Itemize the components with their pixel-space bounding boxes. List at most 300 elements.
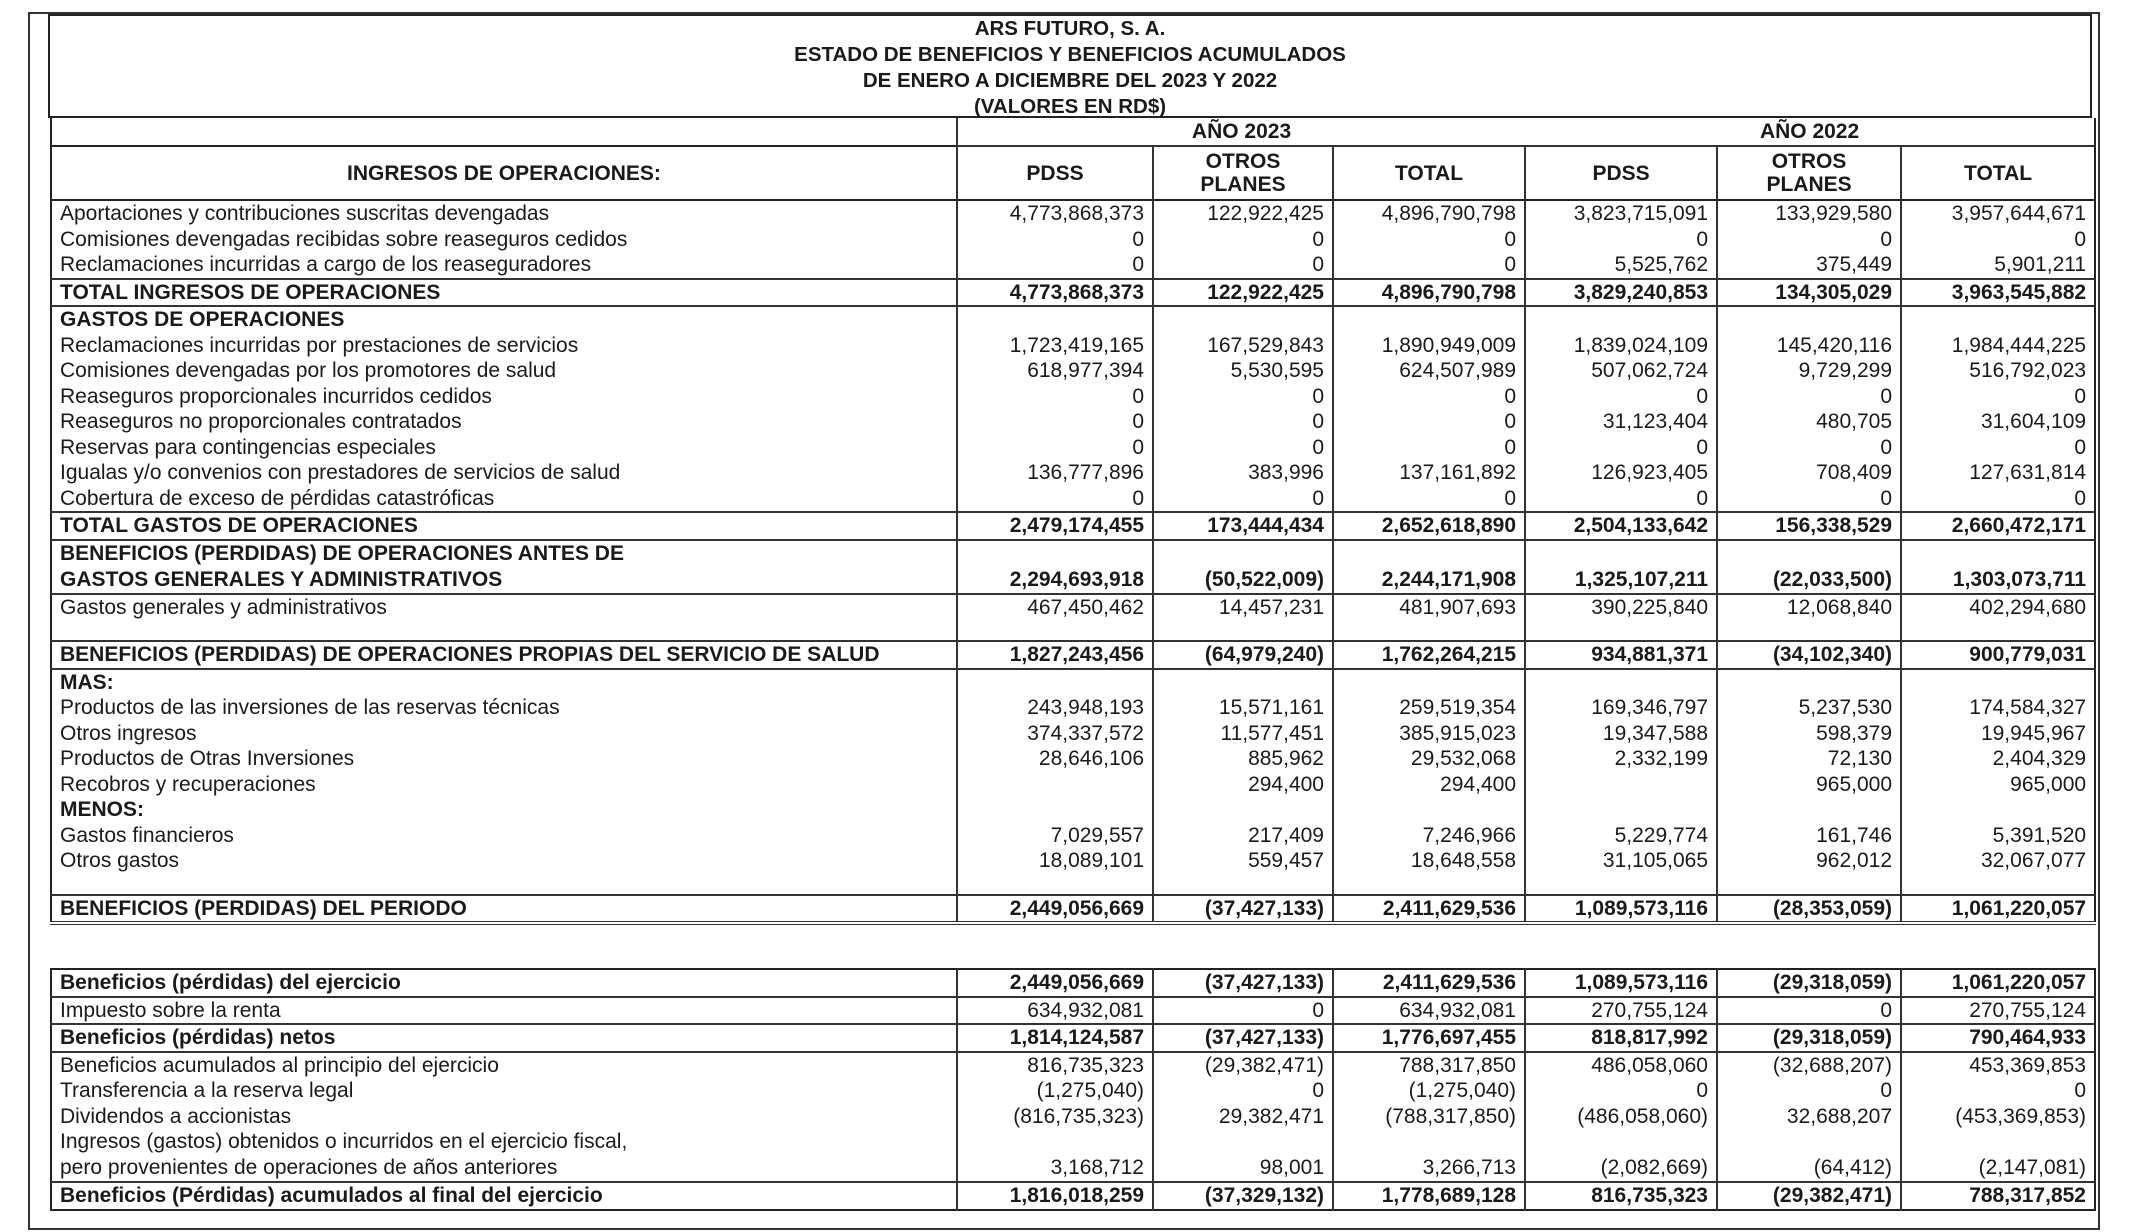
- value-cell: 374,337,572: [957, 721, 1153, 747]
- value-cell: [1333, 306, 1525, 333]
- row-label: Aportaciones y contribuciones suscritas devengadas: [51, 200, 957, 227]
- value-cell: 1,827,243,456: [957, 641, 1153, 669]
- statement-row: [51, 1104, 2095, 1130]
- value-cell: [1153, 306, 1333, 333]
- row-label: Otros ingresos: [60, 721, 197, 745]
- value-cell: 217,409: [1153, 823, 1333, 849]
- statement-row: [51, 641, 2095, 669]
- value-cell: 790,464,933: [1901, 1024, 2095, 1052]
- value-cell: 634,932,081: [957, 997, 1153, 1025]
- row-label: [51, 1129, 957, 1182]
- value-cell: 5,391,520: [1901, 823, 2095, 849]
- value-cell: (1,275,040): [957, 1078, 1153, 1104]
- value-cell: (788,317,850): [1333, 1104, 1525, 1130]
- value-cell: 18,648,558: [1333, 848, 1525, 874]
- statement-row: [51, 227, 2095, 253]
- value-cell: 29,382,471: [1153, 1104, 1333, 1130]
- value-cell: 0: [1333, 435, 1525, 461]
- value-cell: 2,652,618,890: [1333, 512, 1525, 540]
- row-label: Reaseguros no proporcionales contratados: [60, 410, 462, 433]
- value-cell: (37,427,133): [1153, 969, 1333, 997]
- statement-row: [51, 746, 2095, 772]
- row-label-line1: Ingresos (gastos) obtenidos o incurridos en el ejercicio fiscal,: [60, 1130, 628, 1153]
- value-cell: 383,996: [1153, 460, 1333, 486]
- value-cell: 2,404,329: [1901, 746, 2095, 772]
- spacer-cell: [1901, 874, 2095, 895]
- value-cell: 624,507,989: [1333, 358, 1525, 384]
- value-cell: 598,379: [1717, 721, 1901, 747]
- value-cell: 2,479,174,455: [957, 512, 1153, 540]
- value-cell: (29,382,471): [1153, 1052, 1333, 1079]
- value-cell: 3,266,713: [1333, 1129, 1525, 1182]
- value-cell: 965,000: [1901, 772, 2095, 798]
- value-cell: 0: [1153, 435, 1333, 461]
- value-cell: 375,449: [1717, 252, 1901, 279]
- spacer-cell: [1153, 620, 1333, 641]
- value-cell: 0: [1901, 384, 2095, 410]
- value-cell: 1,890,949,009: [1333, 333, 1525, 359]
- value-cell: [1525, 669, 1717, 696]
- statement-row: [51, 252, 2095, 279]
- value-cell: 31,105,065: [1525, 848, 1717, 874]
- value-cell: [1153, 797, 1333, 823]
- statement-row: [51, 512, 2095, 540]
- value-cell: 156,338,529: [1717, 512, 1901, 540]
- section-header-label: INGRESOS DE OPERACIONES:: [51, 146, 957, 200]
- value-cell: 2,332,199: [1525, 746, 1717, 772]
- value-cell: (64,412): [1717, 1129, 1901, 1182]
- spacer-cell: [51, 620, 957, 641]
- value-cell: 1,816,018,259: [957, 1182, 1153, 1210]
- value-cell: (2,147,081): [1901, 1129, 2095, 1182]
- value-cell: 134,305,029: [1717, 279, 1901, 307]
- year-2022-header: AÑO 2022: [1525, 118, 2095, 146]
- value-cell: [1901, 797, 2095, 823]
- col-otros-planes-2022: [1717, 146, 1901, 200]
- col-otros-line2: PLANES: [1200, 173, 1286, 196]
- col-pdss-2023: PDSS: [957, 146, 1153, 200]
- value-cell: 294,400: [1153, 772, 1333, 798]
- value-cell: (37,329,132): [1153, 1182, 1333, 1210]
- value-cell: (1,275,040): [1333, 1078, 1525, 1104]
- col-otros-line1: OTROS: [1771, 150, 1847, 173]
- value-cell: 2,411,629,536: [1333, 969, 1525, 997]
- value-cell: 122,922,425: [1153, 279, 1333, 307]
- accumulated-table: [50, 968, 2096, 1211]
- statement-row: [51, 997, 2095, 1025]
- value-cell: 0: [1901, 1078, 2095, 1104]
- value-cell: 1,814,124,587: [957, 1024, 1153, 1052]
- row-label: Transferencia a la reserva legal: [60, 1079, 354, 1102]
- value-cell: 0: [1717, 1078, 1901, 1104]
- col-pdss-2022: PDSS: [1525, 146, 1717, 200]
- row-label: Beneficios (pérdidas) netos: [51, 1024, 957, 1052]
- value-cell: 0: [1333, 384, 1525, 410]
- value-cell: 0: [1153, 227, 1333, 253]
- value-cell: 7,246,966: [1333, 823, 1525, 849]
- value-cell: 133,929,580: [1717, 200, 1901, 227]
- statement-row: [51, 306, 2095, 333]
- value-cell: 390,225,840: [1525, 594, 1717, 621]
- row-label-line1: BENEFICIOS (PERDIDAS) DE OPERACIONES ANTES DE: [60, 541, 624, 565]
- value-cell: 0: [957, 384, 1153, 410]
- value-cell: 0: [1153, 252, 1333, 279]
- value-cell: 2,449,056,669: [957, 895, 1153, 924]
- value-cell: 402,294,680: [1901, 594, 2095, 621]
- value-cell: 19,945,967: [1901, 721, 2095, 747]
- value-cell: 14,457,231: [1153, 594, 1333, 621]
- value-cell: 3,963,545,882: [1901, 279, 2095, 307]
- statement-row: [51, 772, 2095, 798]
- value-cell: 816,735,323: [957, 1052, 1153, 1079]
- value-cell: 145,420,116: [1717, 333, 1901, 359]
- value-cell: 294,400: [1333, 772, 1525, 798]
- value-cell: 1,776,697,455: [1333, 1024, 1525, 1052]
- value-cell: 5,237,530: [1717, 695, 1901, 721]
- statement-row: [51, 969, 2095, 997]
- value-cell: 0: [957, 252, 1153, 279]
- statement-row: [51, 797, 2095, 823]
- value-cell: (2,082,669): [1525, 1129, 1717, 1182]
- value-cell: (29,318,059): [1717, 1024, 1901, 1052]
- statement-row: [51, 1024, 2095, 1052]
- value-cell: 1,061,220,057: [1901, 969, 2095, 997]
- value-cell: 0: [1717, 227, 1901, 253]
- value-cell: 900,779,031: [1901, 641, 2095, 669]
- value-cell: 385,915,023: [1333, 721, 1525, 747]
- row-label: Recobros y recuperaciones: [60, 772, 316, 796]
- statement-row: [51, 721, 2095, 747]
- value-cell: 708,409: [1717, 460, 1901, 486]
- value-cell: 174,584,327: [1901, 695, 2095, 721]
- value-cell: 29,532,068: [1333, 746, 1525, 772]
- spacer-cell: [1717, 874, 1901, 895]
- value-cell: 4,773,868,373: [957, 279, 1153, 307]
- value-cell: 0: [1901, 227, 2095, 253]
- row-label: [51, 540, 957, 594]
- value-cell: 0: [957, 409, 1153, 435]
- company-name: ARS FUTURO, S. A.: [974, 17, 1166, 40]
- value-cell: [957, 306, 1153, 333]
- statement-row: [51, 1129, 2095, 1182]
- value-cell: 818,817,992: [1525, 1024, 1717, 1052]
- value-cell: 0: [1525, 435, 1717, 461]
- value-cell: 32,688,207: [1717, 1104, 1901, 1130]
- statement-row: [51, 409, 2095, 435]
- statement-row: [51, 435, 2095, 461]
- value-cell: 0: [1153, 1078, 1333, 1104]
- row-label: Reaseguros proporcionales incurridos cedidos: [60, 384, 492, 408]
- statement-row: [51, 279, 2095, 307]
- statement-row: [51, 540, 2095, 594]
- value-cell: 127,631,814: [1901, 460, 2095, 486]
- row-label: Comisiones devengadas por los promotores de salud: [60, 359, 557, 382]
- value-cell: 4,896,790,798: [1333, 279, 1525, 307]
- statement-row: [51, 358, 2095, 384]
- spacer-cell: [51, 874, 957, 895]
- value-cell: 3,829,240,853: [1525, 279, 1717, 307]
- value-cell: 0: [957, 227, 1153, 253]
- row-label: BENEFICIOS (PERDIDAS) DEL PERIODO: [51, 895, 957, 924]
- value-cell: 0: [1333, 227, 1525, 253]
- statement-title-block: [48, 14, 2092, 118]
- value-cell: (486,058,060): [1525, 1104, 1717, 1130]
- value-cell: 3,823,715,091: [1525, 200, 1717, 227]
- value-cell: 0: [1333, 252, 1525, 279]
- value-cell: 0: [1153, 409, 1333, 435]
- value-cell: 4,773,868,373: [957, 200, 1153, 227]
- col-total-2022: TOTAL: [1901, 146, 2095, 200]
- value-cell: 0: [1717, 435, 1901, 461]
- value-cell: [957, 669, 1153, 696]
- value-cell: 481,907,693: [1333, 594, 1525, 621]
- value-cell: (28,353,059): [1717, 895, 1901, 924]
- value-cell: 962,012: [1717, 848, 1901, 874]
- value-cell: 507,062,724: [1525, 358, 1717, 384]
- value-cell: 167,529,843: [1153, 333, 1333, 359]
- row-label: Beneficios (Pérdidas) acumulados al final del ejercicio: [51, 1182, 957, 1210]
- value-cell: 0: [1717, 384, 1901, 410]
- statement-row: [51, 594, 2095, 621]
- value-cell: 0: [1153, 486, 1333, 513]
- statement-units: (VALORES EN RD$): [973, 95, 1167, 118]
- spacer-cell: [1153, 874, 1333, 895]
- statement-row: [51, 384, 2095, 410]
- statement-row: [51, 669, 2095, 696]
- value-cell: 259,519,354: [1333, 695, 1525, 721]
- value-cell: 31,604,109: [1901, 409, 2095, 435]
- statement-name: ESTADO DE BENEFICIOS Y BENEFICIOS ACUMULADOS: [794, 43, 1346, 66]
- value-cell: [1525, 797, 1717, 823]
- statement-row: [51, 1182, 2095, 1210]
- value-cell: (32,688,207): [1717, 1052, 1901, 1079]
- row-label: Otros gastos: [60, 849, 180, 872]
- value-cell: 2,411,629,536: [1333, 895, 1525, 924]
- value-cell: (64,979,240): [1153, 641, 1333, 669]
- value-cell: 137,161,892: [1333, 460, 1525, 486]
- value-cell: 270,755,124: [1525, 997, 1717, 1025]
- value-cell: 2,294,693,918: [957, 540, 1153, 594]
- value-cell: 467,450,462: [957, 594, 1153, 621]
- col-otros-line1: OTROS: [1205, 150, 1281, 173]
- spacer-cell: [1901, 620, 2095, 641]
- value-cell: 1,089,573,116: [1525, 895, 1717, 924]
- value-cell: 0: [1525, 486, 1717, 513]
- row-label: Comisiones devengadas recibidas sobre reaseguros cedidos: [60, 227, 628, 251]
- value-cell: 0: [1333, 409, 1525, 435]
- value-cell: 618,977,394: [957, 358, 1153, 384]
- col-total-2023: TOTAL: [1333, 146, 1525, 200]
- value-cell: 98,001: [1153, 1129, 1333, 1182]
- value-cell: 0: [1153, 997, 1333, 1025]
- value-cell: 516,792,023: [1901, 358, 2095, 384]
- row-label: GASTOS DE OPERACIONES: [60, 308, 345, 331]
- value-cell: 788,317,852: [1901, 1182, 2095, 1210]
- spacer-cell: [1525, 874, 1717, 895]
- value-cell: 0: [1525, 384, 1717, 410]
- value-cell: 5,530,595: [1153, 358, 1333, 384]
- value-cell: 173,444,434: [1153, 512, 1333, 540]
- value-cell: 0: [1333, 486, 1525, 513]
- spacer-cell: [1333, 620, 1525, 641]
- row-label: Cobertura de exceso de pérdidas catastróficas: [60, 486, 495, 510]
- value-cell: 4,896,790,798: [1333, 200, 1525, 227]
- value-cell: 1,762,264,215: [1333, 641, 1525, 669]
- statement-row: [51, 460, 2095, 486]
- year-2023-header: AÑO 2023: [957, 118, 1525, 146]
- value-cell: 169,346,797: [1525, 695, 1717, 721]
- row-label: TOTAL INGRESOS DE OPERACIONES: [51, 279, 957, 307]
- row-label-line2: pero provenientes de operaciones de años anteriores: [60, 1156, 558, 1179]
- value-cell: [1717, 306, 1901, 333]
- value-cell: 480,705: [1717, 409, 1901, 435]
- statement-row: [51, 486, 2095, 513]
- value-cell: 11,577,451: [1153, 721, 1333, 747]
- statement-row: [51, 823, 2095, 849]
- value-cell: [957, 772, 1153, 798]
- value-cell: [1717, 669, 1901, 696]
- value-cell: 0: [1525, 227, 1717, 253]
- spacer-cell: [1333, 874, 1525, 895]
- spacer-cell: [1717, 620, 1901, 641]
- value-cell: 1,089,573,116: [1525, 969, 1717, 997]
- value-cell: 885,962: [1153, 746, 1333, 772]
- col-otros-line2: PLANES: [1766, 173, 1852, 196]
- value-cell: 0: [957, 435, 1153, 461]
- value-cell: (34,102,340): [1717, 641, 1901, 669]
- value-cell: 1,778,689,128: [1333, 1182, 1525, 1210]
- value-cell: 788,317,850: [1333, 1052, 1525, 1079]
- row-label: Reservas para contingencias especiales: [60, 435, 436, 459]
- value-cell: 1,723,419,165: [957, 333, 1153, 359]
- value-cell: 1,061,220,057: [1901, 895, 2095, 924]
- value-cell: 453,369,853: [1901, 1052, 2095, 1079]
- value-cell: 5,229,774: [1525, 823, 1717, 849]
- value-cell: 15,571,161: [1153, 695, 1333, 721]
- value-cell: [1153, 669, 1333, 696]
- spacer-cell: [957, 874, 1153, 895]
- value-cell: 243,948,193: [957, 695, 1153, 721]
- value-cell: (816,735,323): [957, 1104, 1153, 1130]
- value-cell: 32,067,077: [1901, 848, 2095, 874]
- value-cell: 0: [957, 486, 1153, 513]
- value-cell: [1333, 669, 1525, 696]
- statement-row: [51, 200, 2095, 227]
- row-label: Beneficios acumulados al principio del ejercicio: [60, 1053, 499, 1077]
- spacer-cell: [957, 620, 1153, 641]
- value-cell: 28,646,106: [957, 746, 1153, 772]
- value-cell: 2,660,472,171: [1901, 512, 2095, 540]
- statement-period: DE ENERO A DICIEMBRE DEL 2023 Y 2022: [862, 69, 1278, 92]
- row-label: Gastos financieros: [60, 823, 234, 847]
- value-cell: 5,901,211: [1901, 252, 2095, 279]
- value-cell: 1,839,024,109: [1525, 333, 1717, 359]
- value-cell: 161,746: [1717, 823, 1901, 849]
- value-cell: 12,068,840: [1717, 594, 1901, 621]
- value-cell: [1525, 306, 1717, 333]
- value-cell: 2,504,133,642: [1525, 512, 1717, 540]
- value-cell: 0: [1525, 1078, 1717, 1104]
- col-otros-planes-2023: [1153, 146, 1333, 200]
- value-cell: 122,922,425: [1153, 200, 1333, 227]
- value-cell: [1901, 306, 2095, 333]
- value-cell: 0: [1717, 486, 1901, 513]
- value-cell: 3,168,712: [957, 1129, 1153, 1182]
- value-cell: 136,777,896: [957, 460, 1153, 486]
- statement-row: [51, 1078, 2095, 1104]
- value-cell: 0: [1153, 384, 1333, 410]
- value-cell: 1,303,073,711: [1901, 540, 2095, 594]
- statement-row: [51, 848, 2095, 874]
- value-cell: [1333, 797, 1525, 823]
- value-cell: 1,325,107,211: [1525, 540, 1717, 594]
- value-cell: (50,522,009): [1153, 540, 1333, 594]
- statement-row: [51, 695, 2095, 721]
- value-cell: 559,457: [1153, 848, 1333, 874]
- value-cell: (29,318,059): [1717, 969, 1901, 997]
- value-cell: (453,369,853): [1901, 1104, 2095, 1130]
- value-cell: (22,033,500): [1717, 540, 1901, 594]
- row-label: BENEFICIOS (PERDIDAS) DE OPERACIONES PROPIAS DEL SERVICIO DE SALUD: [51, 641, 957, 669]
- value-cell: 31,123,404: [1525, 409, 1717, 435]
- value-cell: 9,729,299: [1717, 358, 1901, 384]
- row-label: Gastos generales y administrativos: [51, 594, 957, 621]
- value-cell: 7,029,557: [957, 823, 1153, 849]
- value-cell: 0: [1901, 435, 2095, 461]
- row-label: Productos de Otras Inversiones: [60, 747, 355, 770]
- value-cell: 816,735,323: [1525, 1182, 1717, 1210]
- row-label: Impuesto sobre la renta: [60, 998, 281, 1022]
- value-cell: (37,427,133): [1153, 1024, 1333, 1052]
- row-label: Beneficios (pérdidas) del ejercicio: [51, 969, 957, 997]
- value-cell: 126,923,405: [1525, 460, 1717, 486]
- value-cell: [1525, 772, 1717, 798]
- value-cell: 1,984,444,225: [1901, 333, 2095, 359]
- value-cell: 72,130: [1717, 746, 1901, 772]
- row-label: Reclamaciones incurridas por prestaciones de servicios: [60, 333, 579, 357]
- spacer-cell: [1525, 620, 1717, 641]
- row-label: Productos de las inversiones de las reservas técnicas: [60, 696, 560, 719]
- value-cell: 486,058,060: [1525, 1052, 1717, 1079]
- value-cell: 965,000: [1717, 772, 1901, 798]
- value-cell: [1717, 797, 1901, 823]
- value-cell: 934,881,371: [1525, 641, 1717, 669]
- value-cell: 18,089,101: [957, 848, 1153, 874]
- value-cell: (29,382,471): [1717, 1182, 1901, 1210]
- statement-row: [51, 333, 2095, 359]
- value-cell: 634,932,081: [1333, 997, 1525, 1025]
- value-cell: 0: [1901, 486, 2095, 513]
- row-label: Dividendos a accionistas: [60, 1104, 292, 1128]
- value-cell: 0: [1717, 997, 1901, 1025]
- value-cell: [957, 797, 1153, 823]
- operations-table: [50, 118, 2096, 925]
- value-cell: 2,449,056,669: [957, 969, 1153, 997]
- row-label-line2: GASTOS GENERALES Y ADMINISTRATIVOS: [60, 567, 503, 591]
- value-cell: (37,427,133): [1153, 895, 1333, 924]
- value-cell: [1901, 669, 2095, 696]
- row-label: MAS:: [60, 670, 114, 694]
- statement-row: [51, 895, 2095, 924]
- row-label: Reclamaciones incurridas a cargo de los reaseguradores: [60, 253, 592, 276]
- value-cell: 19,347,588: [1525, 721, 1717, 747]
- value-cell: 5,525,762: [1525, 252, 1717, 279]
- row-label: Igualas y/o convenios con prestadores de servicios de salud: [60, 461, 621, 484]
- value-cell: 2,244,171,908: [1333, 540, 1525, 594]
- value-cell: 3,957,644,671: [1901, 200, 2095, 227]
- value-cell: 270,755,124: [1901, 997, 2095, 1025]
- row-label: TOTAL GASTOS DE OPERACIONES: [51, 512, 957, 540]
